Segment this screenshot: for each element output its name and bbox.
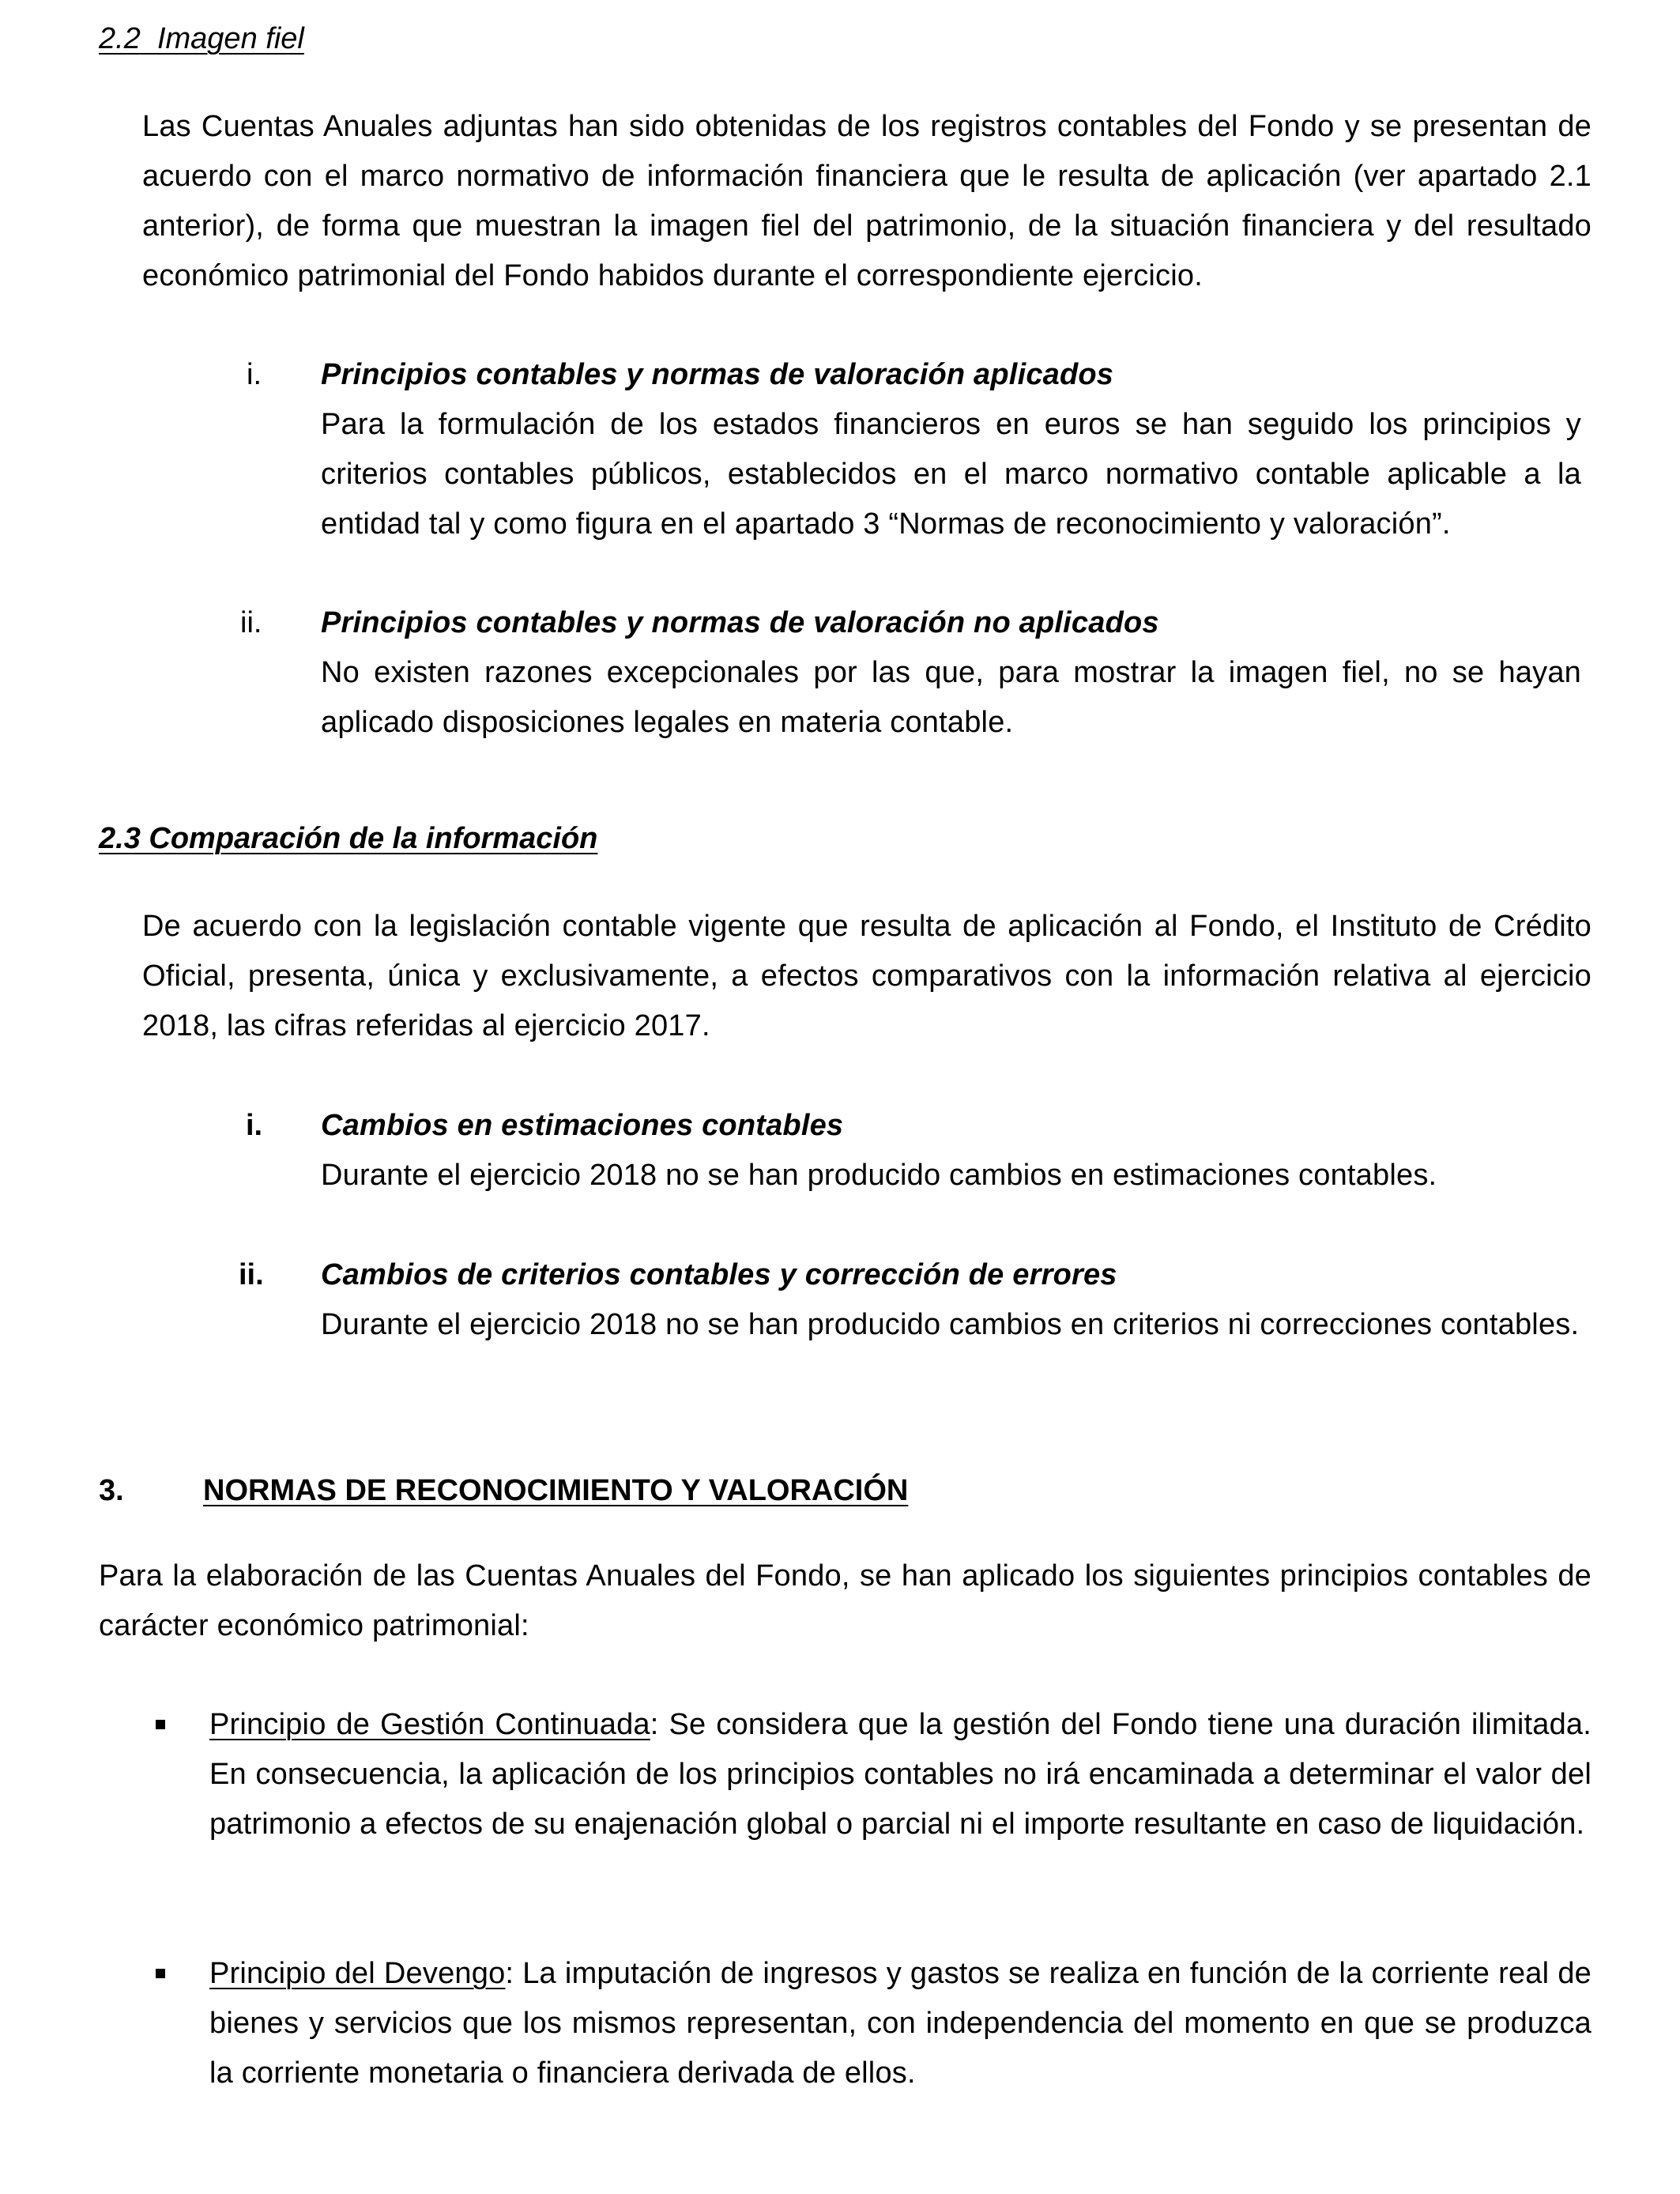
bullet-1-marker (156, 1720, 165, 1729)
section-2-3-item-1-title: Cambios en estimaciones contables (321, 1109, 844, 1142)
bullet-1 (209, 1700, 1591, 1849)
section-3-intro: Para la elaboración de las Cuentas Anuales del Fondo, se han aplicado los siguientes principios contables de carácter económico patrimonial: (99, 1559, 1591, 1642)
section-3-title: NORMAS DE RECONOCIMIENTO Y VALORACIÓN (203, 1474, 909, 1507)
bullet-1-term: Principio de Gestión Continuada (209, 1708, 650, 1741)
section-2-2-item-1-title: Principios contables y normas de valoración aplicados (321, 358, 1114, 391)
section-2-2-number: 2.2 (99, 22, 141, 55)
bullet-2-marker (156, 1969, 165, 1978)
section-2-3-item-2-title: Cambios de criterios contables y corrección de errores (321, 1258, 1117, 1291)
bullet-2-term: Principio del Devengo (209, 1957, 506, 1990)
section-2-2-item-2-title: Principios contables y normas de valoración no aplicados (321, 606, 1159, 639)
section-2-2-heading (99, 14, 304, 64)
section-2-3-item-1 (321, 1101, 1581, 1201)
section-2-3-item-1-marker: i. (246, 1109, 263, 1142)
section-2-3-paragraph: De acuerdo con la legislación contable vigente que resulta de aplicación al Fondo, el Instituto de Crédito Oficial, presenta, única y exclusivamente, a efectos comparativos con la información relativa al ejercicio 2018, las cifras referidas al ejercicio 2017. (142, 910, 1591, 1042)
section-2-3-item-1-text: Durante el ejercicio 2018 no se han producido cambios en estimaciones contables. (321, 1159, 1437, 1192)
section-2-3-heading: 2.3 Comparación de la información (99, 822, 598, 855)
section-3-number: 3. (99, 1474, 124, 1507)
section-2-3-item-2 (321, 1250, 1581, 1350)
section-2-3-item-2-text: Durante el ejercicio 2018 no se han producido cambios en criterios ni correcciones contables. (321, 1308, 1580, 1341)
section-2-2-item-1-marker: i. (247, 358, 262, 391)
section-2-2-item-1 (321, 350, 1581, 549)
bullet-1-colon: : (650, 1708, 659, 1741)
section-2-2-item-2 (321, 598, 1581, 748)
bullet-2 (209, 1949, 1591, 2098)
section-2-2-item-1-text: Para la formulación de los estados financieros en euros se han seguido los principios y criterios contables públicos, establecidos en el marco normativo contable aplicable a la entidad tal y como figura en el apartado 3 “Normas de reconocimiento y valoración”. (321, 408, 1581, 541)
bullet-1-text: Se considera que la gestión del Fondo tiene una duración ilimitada. En consecuencia, la aplicación de los principios contables no irá encaminada a determinar el valor del patrimonio a efectos de su enajenación global o parcial ni el importe resultante en caso de liquidación. (209, 1708, 1591, 1841)
section-2-2-paragraph: Las Cuentas Anuales adjuntas han sido obtenidas de los registros contables del Fondo y se presentan de acuerdo con el marco normativo de información financiera que le resulta de aplicación (ver apartado 2.1 anterior), de forma que muestran la imagen fiel del patrimonio, de la situación financiera y del resultado económico patrimonial del Fondo habidos durante el correspondiente ejercicio. (142, 110, 1591, 292)
section-2-2-item-2-text: No existen razones excepcionales por las que, para mostrar la imagen fiel, no se hayan aplicado disposiciones legales en materia contable. (321, 656, 1581, 739)
bullet-2-colon: : (505, 1957, 514, 1990)
bullet-2-text: La imputación de ingresos y gastos se realiza en función de la corriente real de bienes y servicios que los mismos representan, con independencia del momento en que se produzca la corriente monetaria o financiera derivada de ellos. (209, 1957, 1591, 2090)
section-2-3-item-2-marker: ii. (239, 1258, 264, 1291)
section-2-2-title: Imagen fiel (156, 22, 304, 55)
section-2-2-item-2-marker: ii. (240, 606, 262, 639)
